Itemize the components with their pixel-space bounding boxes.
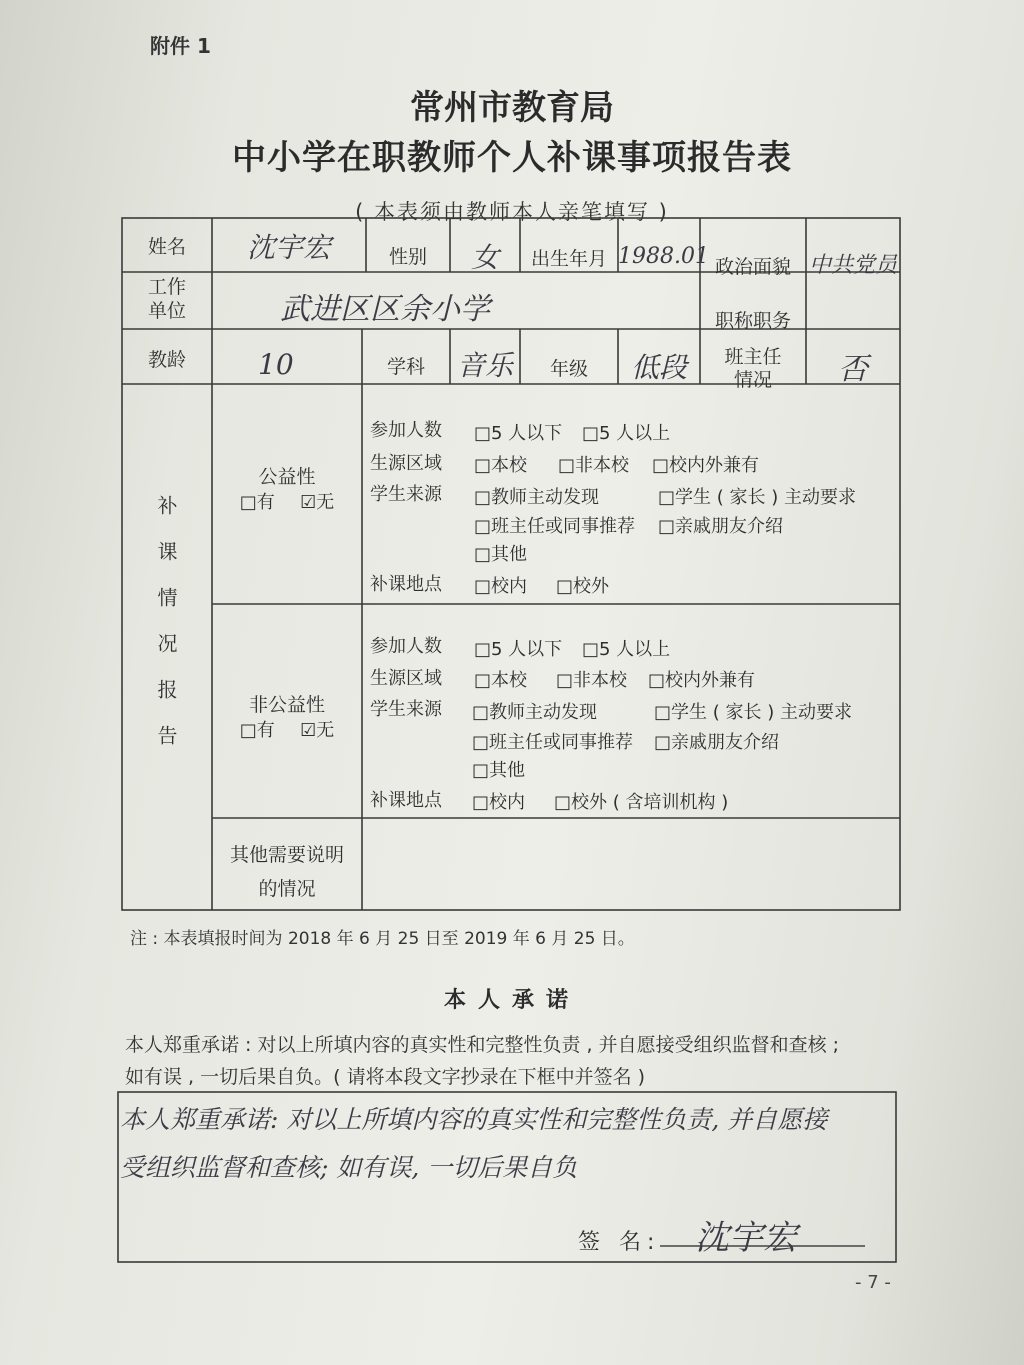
value-name: 沈宇宏 xyxy=(246,231,331,264)
value-political: 中共党员 xyxy=(808,253,897,278)
label-other-remarks xyxy=(212,838,362,906)
handwritten-pledge-line1: 本人郑重承诺: 对以上所填内容的真实性和完整性负责, 并自愿接 xyxy=(120,1105,828,1134)
label-gender: 性别 xyxy=(388,246,427,268)
page-number: - 7 - xyxy=(855,1272,891,1293)
public-opt-yes[interactable]: □有 xyxy=(239,492,275,513)
public-source-opt5[interactable]: □其他 xyxy=(474,544,528,565)
nonpublic-region-opt1[interactable]: □本校 xyxy=(474,670,528,691)
public-location-label: 补课地点 xyxy=(370,574,442,595)
nonpublic-source-opt5[interactable]: □其他 xyxy=(472,760,526,781)
pledge-title: 本人承诺 xyxy=(443,988,580,1013)
public-location-opt1[interactable]: □校内 xyxy=(474,576,528,597)
label-subject: 学科 xyxy=(386,356,425,378)
value-gender: 女 xyxy=(470,241,499,274)
nonpublic-source-opt4[interactable]: □亲戚朋友介绍 xyxy=(654,732,780,753)
pledge-text-line2: 如有误 , 一切后果自负。( 请将本段文字抄录在下框中并签名 ) xyxy=(125,1066,646,1088)
nonpublic-opt-no[interactable]: ☑无 xyxy=(300,720,335,741)
signature: 沈宇宏 xyxy=(695,1218,797,1258)
label-non-public-welfare: 非公益性 xyxy=(248,694,325,716)
public-region-opt3[interactable]: □校内外兼有 xyxy=(652,455,760,476)
signature-label: 签 名: xyxy=(578,1230,661,1255)
nonpublic-source-opt3[interactable]: □班主任或同事推荐 xyxy=(472,732,634,753)
public-source-opt2[interactable]: □学生 ( 家长 ) 主动要求 xyxy=(658,487,856,508)
nonpublic-source-opt1[interactable]: □教师主动发现 xyxy=(472,702,598,723)
fill-period-note: 注 : 本表填报时间为 2018 年 6 月 25 日至 2019 年 6 月 25 日。 xyxy=(130,929,635,949)
public-region-opt2[interactable]: □非本校 xyxy=(558,455,630,476)
public-source-label: 学生来源 xyxy=(370,484,442,505)
public-participants-opt1[interactable]: □5 人以下 xyxy=(474,423,563,444)
label-homeroom-line1: 班主任 xyxy=(724,346,782,368)
public-source-opt1[interactable]: □教师主动发现 xyxy=(474,487,600,508)
value-homeroom: 否 xyxy=(838,352,868,387)
attachment-label: 附件 1 xyxy=(150,34,211,58)
nonpublic-source-label: 学生来源 xyxy=(370,699,442,720)
value-teaching-years: 10 xyxy=(258,348,294,381)
public-choice xyxy=(212,488,362,514)
label-homeroom xyxy=(700,346,806,392)
nonpublic-source-opt2[interactable]: □学生 ( 家长 ) 主动要求 xyxy=(654,702,852,723)
label-grade: 年级 xyxy=(549,358,588,380)
public-opt-no[interactable]: ☑无 xyxy=(300,492,335,513)
form-title: 中小学在职教师个人补课事项报告表 xyxy=(232,138,792,178)
form-subtitle: ( 本表须由教师本人亲笔填写 ) xyxy=(355,200,669,224)
nonpublic-participants-label: 参加人数 xyxy=(370,636,442,657)
value-work-unit: 武进区区余小学 xyxy=(280,292,490,327)
nonpublic-location-label: 补课地点 xyxy=(370,790,442,811)
label-work-line1: 工作 xyxy=(147,276,186,298)
nonpublic-participants-opt2[interactable]: □5 人以上 xyxy=(582,639,671,660)
public-region-opt1[interactable]: □本校 xyxy=(474,455,528,476)
public-source-opt3[interactable]: □班主任或同事推荐 xyxy=(474,516,636,537)
public-participants-label: 参加人数 xyxy=(370,420,442,441)
label-homeroom-line2: 情况 xyxy=(733,369,772,391)
label-birth: 出生年月 xyxy=(530,248,607,270)
label-work-unit xyxy=(122,275,212,323)
nonpublic-region-label: 生源区域 xyxy=(370,668,442,689)
title-bureau: 常州市教育局 xyxy=(410,88,614,128)
public-source-opt4[interactable]: □亲戚朋友介绍 xyxy=(658,516,784,537)
nonpublic-participants-opt1[interactable]: □5 人以下 xyxy=(474,639,563,660)
label-name: 姓名 xyxy=(147,236,186,258)
label-political: 政治面貌 xyxy=(714,256,791,278)
label-teaching-years: 教龄 xyxy=(147,349,186,371)
nonpublic-region-opt2[interactable]: □非本校 xyxy=(556,670,628,691)
nonpublic-region-opt3[interactable]: □校内外兼有 xyxy=(648,670,756,691)
pledge-text-line1: 本人郑重承诺 : 对以上所填内容的真实性和完整性负责 , 并自愿接受组织监督和查核 ; xyxy=(125,1034,840,1056)
label-other-line2: 的情况 xyxy=(258,878,316,900)
value-birth: 1988.01 xyxy=(618,244,709,269)
label-other-line1: 其他需要说明 xyxy=(229,844,344,866)
public-participants-opt2[interactable]: □5 人以上 xyxy=(582,423,671,444)
nonpublic-location-opt2[interactable]: □校外 ( 含培训机构 ) xyxy=(554,792,729,813)
label-title-position: 职称职务 xyxy=(714,310,791,332)
public-location-opt2[interactable]: □校外 xyxy=(556,576,610,597)
value-subject: 音乐 xyxy=(456,349,513,382)
value-grade: 低段 xyxy=(630,351,687,384)
label-public-welfare: 公益性 xyxy=(258,466,316,488)
handwritten-pledge-line2: 受组织监督和查核; 如有误, 一切后果自负 xyxy=(120,1153,578,1182)
public-region-label: 生源区域 xyxy=(370,453,442,474)
nonpublic-opt-yes[interactable]: □有 xyxy=(239,720,275,741)
nonpublic-location-opt1[interactable]: □校内 xyxy=(472,792,526,813)
label-work-line2: 单位 xyxy=(147,300,186,322)
section-label-tutoring-report: 补课情况报告 xyxy=(154,495,178,771)
nonpublic-choice xyxy=(212,716,362,742)
